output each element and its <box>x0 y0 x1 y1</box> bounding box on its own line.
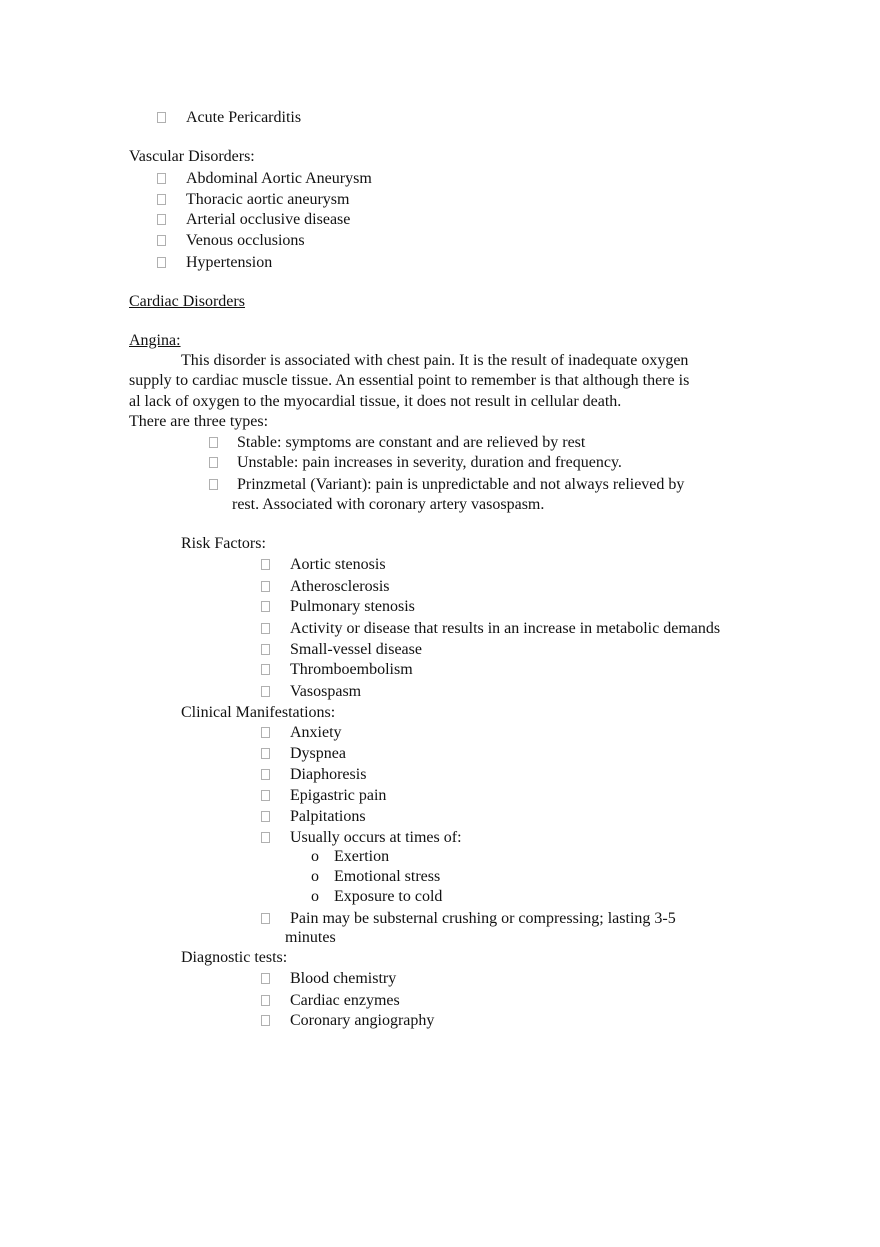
sub-list-item: Exposure to cold <box>334 888 443 905</box>
list-item: Anxiety <box>290 724 342 741</box>
sub-bullet-marker: o <box>311 868 319 885</box>
bullet-box-icon <box>209 479 218 490</box>
sub-list-item: Emotional stress <box>334 868 441 885</box>
list-item: Acute Pericarditis <box>186 109 302 126</box>
list-item: Atherosclerosis <box>290 578 390 595</box>
sub-list-item: Exertion <box>334 848 390 865</box>
bullet-box-icon <box>157 173 166 184</box>
list-item: Palpitations <box>290 808 366 825</box>
bullet-box-icon <box>261 995 270 1006</box>
bullet-box-icon <box>261 811 270 822</box>
list-item: Pain may be substernal crushing or compressing; lasting 3-5 <box>290 910 676 927</box>
bullet-box-icon <box>261 748 270 759</box>
subheading-clinical-manifestations: Clinical Manifestations: <box>181 704 336 721</box>
paragraph-line: This disorder is associated with chest pain. It is the result of inadequate oxygen <box>181 352 689 369</box>
bullet-box-icon <box>209 437 218 448</box>
subheading-angina: Angina: <box>129 332 181 349</box>
list-item: Aortic stenosis <box>290 556 386 573</box>
list-item: Abdominal Aortic Aneurysm <box>186 170 372 187</box>
bullet-box-icon <box>261 581 270 592</box>
list-item: Usually occurs at times of: <box>290 829 462 846</box>
bullet-box-icon <box>157 257 166 268</box>
subheading-risk-factors: Risk Factors: <box>181 535 266 552</box>
list-item: Pulmonary stenosis <box>290 598 415 615</box>
bullet-box-icon <box>261 1015 270 1026</box>
list-item: Blood chemistry <box>290 970 397 987</box>
bullet-box-icon <box>209 457 218 468</box>
list-item: Diaphoresis <box>290 766 367 783</box>
list-item-continuation: minutes <box>285 929 336 946</box>
types-intro: There are three types: <box>129 413 269 430</box>
paragraph-line: al lack of oxygen to the myocardial tissue, it does not result in cellular death. <box>129 393 622 410</box>
list-item: Small-vessel disease <box>290 641 422 658</box>
list-item: Thromboembolism <box>290 661 413 678</box>
bullet-box-icon <box>261 644 270 655</box>
bullet-box-icon <box>261 686 270 697</box>
bullet-box-icon <box>261 664 270 675</box>
bullet-box-icon <box>261 601 270 612</box>
list-item: Activity or disease that results in an increase in metabolic demands <box>290 620 721 637</box>
bullet-box-icon <box>261 913 270 924</box>
list-item: Coronary angiography <box>290 1012 435 1029</box>
list-item: Cardiac enzymes <box>290 992 400 1009</box>
sub-bullet-marker: o <box>311 848 319 865</box>
list-item: Thoracic aortic aneurysm <box>186 191 350 208</box>
list-item: Epigastric pain <box>290 787 387 804</box>
list-item: Prinzmetal (Variant): pain is unpredictable and not always relieved by <box>237 476 685 493</box>
bullet-box-icon <box>261 832 270 843</box>
subheading-diagnostic-tests: Diagnostic tests: <box>181 949 288 966</box>
bullet-box-icon <box>261 973 270 984</box>
bullet-box-icon <box>261 559 270 570</box>
bullet-box-icon <box>261 727 270 738</box>
paragraph-line: supply to cardiac muscle tissue. An essential point to remember is that although there is <box>129 372 690 389</box>
list-item-continuation: rest. Associated with coronary artery vasospasm. <box>232 496 545 513</box>
list-item: Vasospasm <box>290 683 362 700</box>
bullet-box-icon <box>261 769 270 780</box>
bullet-box-icon <box>157 235 166 246</box>
sub-bullet-marker: o <box>311 888 319 905</box>
list-item: Dyspnea <box>290 745 346 762</box>
section-heading-vascular: Vascular Disorders: <box>129 148 255 165</box>
list-item: Unstable: pain increases in severity, duration and frequency. <box>237 454 622 471</box>
bullet-box-icon <box>261 790 270 801</box>
list-item: Venous occlusions <box>186 232 305 249</box>
section-heading-cardiac: Cardiac Disorders <box>129 293 245 310</box>
bullet-box-icon <box>157 112 166 123</box>
list-item: Stable: symptoms are constant and are relieved by rest <box>237 434 586 451</box>
bullet-box-icon <box>261 623 270 634</box>
list-item: Hypertension <box>186 254 273 271</box>
bullet-box-icon <box>157 194 166 205</box>
bullet-box-icon <box>157 214 166 225</box>
list-item: Arterial occlusive disease <box>186 211 351 228</box>
